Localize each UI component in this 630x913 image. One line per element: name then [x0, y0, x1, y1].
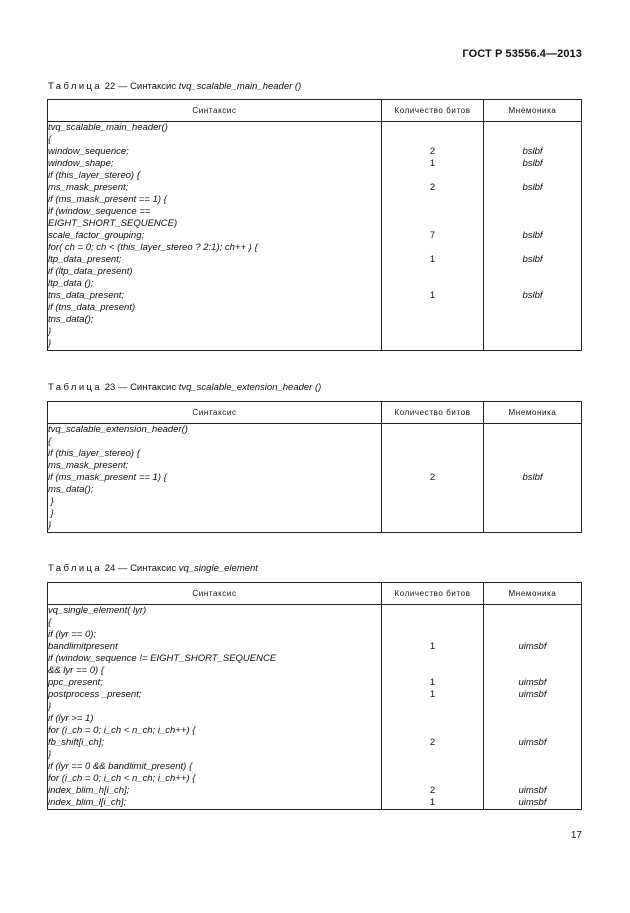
syntax-line: postprocess _present;	[48, 689, 142, 700]
bits-value	[382, 338, 483, 350]
mnemonic-value	[484, 508, 581, 520]
caption-number: 24	[104, 563, 116, 574]
bits-value: 1	[429, 641, 436, 652]
bits-value	[382, 508, 483, 520]
syntax-table-23	[47, 401, 582, 533]
bits-value: 7	[429, 230, 436, 241]
mnemonic-value	[484, 448, 581, 460]
syntax-line: for (i_ch = 0; i_ch < n_ch; i_ch++) {	[48, 773, 196, 784]
table-caption-23	[48, 382, 321, 393]
bits-value	[382, 725, 483, 737]
syntax-line: ltp_data ();	[48, 278, 94, 289]
syntax-line: if (window_sequence ==	[48, 206, 151, 217]
mnemonic-value	[484, 629, 581, 641]
syntax-line: }	[48, 326, 52, 337]
table-caption-24	[48, 563, 258, 574]
syntax-line: scale_factor_grouping;	[48, 230, 145, 241]
bits-value: 1	[429, 158, 436, 169]
syntax-cell	[48, 122, 382, 351]
bits-value	[382, 460, 483, 472]
mnemonic-value	[484, 436, 581, 448]
syntax-line: {	[48, 134, 52, 145]
bits-value	[382, 122, 483, 134]
syntax-line: window_shape;	[48, 158, 114, 169]
syntax-line: if (window_sequence != EIGHT_SHORT_SEQUENCE	[48, 653, 277, 664]
mnemonic-value	[484, 773, 581, 785]
syntax-line: tvq_scalable_extension_header()	[48, 424, 188, 435]
mnemonic-value	[484, 605, 581, 617]
bits-value	[382, 520, 483, 532]
mnemonic-value	[484, 326, 581, 338]
table-caption-22	[48, 81, 301, 92]
mnemonic-value: bslbf	[522, 290, 543, 301]
syntax-line: }	[48, 520, 52, 531]
mnemonic-value: uimsbf	[518, 641, 547, 652]
caption-lead: Таблица	[48, 563, 103, 574]
caption-word: Синтаксис	[130, 81, 177, 92]
table-header-row	[48, 583, 582, 605]
bits-value	[382, 424, 483, 436]
mnemonic-value: bslbf	[522, 230, 543, 241]
mnemonic-value: bslbf	[522, 158, 543, 169]
syntax-line: if (ms_mask_present == 1) {	[48, 194, 167, 205]
syntax-line: index_blim_h[i_ch];	[48, 785, 130, 796]
mnemonic-value	[484, 242, 581, 254]
syntax-table-22	[47, 99, 582, 351]
bits-value	[382, 665, 483, 677]
syntax-line: ms_mask_present;	[48, 182, 129, 193]
mnemonic-value: bslbf	[522, 146, 543, 157]
mnemonic-value: bslbf	[522, 254, 543, 265]
bits-value	[382, 496, 483, 508]
bits-value	[382, 314, 483, 326]
syntax-line: if (lyr == 0 && bandlimit_present) {	[48, 761, 193, 772]
syntax-line: }	[48, 749, 52, 760]
syntax-line: && lyr == 0) {	[48, 665, 104, 676]
bits-value	[382, 701, 483, 713]
bits-value	[382, 617, 483, 629]
caption-dash: —	[117, 382, 128, 393]
syntax-line: EIGHT_SHORT_SEQUENCE)	[48, 218, 178, 229]
caption-name: tvq_scalable_extension_header ()	[178, 382, 322, 393]
bits-value: 2	[429, 146, 436, 157]
bits-value	[382, 326, 483, 338]
column-header-mnemonic: Мнемоника	[484, 583, 582, 605]
bits-value: 1	[429, 797, 436, 808]
bits-value: 1	[429, 677, 436, 688]
caption-word: Синтаксис	[130, 563, 177, 574]
mnemonic-value	[484, 338, 581, 350]
mnemonic-value	[484, 424, 581, 436]
bits-cell	[382, 122, 484, 351]
syntax-line: if (ltp_data_present)	[48, 266, 133, 277]
bits-value	[382, 218, 483, 230]
bits-value: 1	[429, 689, 436, 700]
mnemonic-value: uimsbf	[518, 785, 547, 796]
mnemonic-value: bslbf	[522, 182, 543, 193]
column-header-syntax: Синтаксис	[48, 402, 382, 424]
syntax-line: tns_data();	[48, 314, 94, 325]
bits-value	[382, 749, 483, 761]
mnemonic-value	[484, 134, 581, 146]
syntax-table-24	[47, 582, 582, 810]
mnemonic-value	[484, 170, 581, 182]
mnemonic-value	[484, 122, 581, 134]
mnemonic-cell	[484, 424, 582, 533]
mnemonic-value	[484, 278, 581, 290]
bits-value	[382, 629, 483, 641]
syntax-line: if (ms_mask_present == 1) {	[48, 472, 167, 483]
syntax-line: {	[48, 617, 52, 628]
syntax-line: fb_shift[i_ch];	[48, 737, 104, 748]
syntax-line: ms_mask_present;	[48, 460, 129, 471]
caption-dash: —	[117, 563, 128, 574]
column-header-bits: Количество битов	[382, 100, 484, 122]
mnemonic-value: uimsbf	[518, 677, 547, 688]
caption-lead: Таблица	[48, 382, 103, 393]
bits-cell	[382, 605, 484, 810]
mnemonic-value: uimsbf	[518, 689, 547, 700]
mnemonic-value	[484, 302, 581, 314]
syntax-line: if (lyr == 0);	[48, 629, 97, 640]
syntax-line: if (this_layer_stereo) {	[48, 170, 140, 181]
bits-value	[382, 266, 483, 278]
mnemonic-value: uimsbf	[518, 737, 547, 748]
mnemonic-value: bslbf	[522, 472, 543, 483]
syntax-line: ppc_present;	[48, 677, 103, 688]
mnemonic-value	[484, 617, 581, 629]
bits-value	[382, 773, 483, 785]
bits-value	[382, 713, 483, 725]
standard-designation: ГОСТ Р 53556.4—2013	[462, 48, 582, 60]
mnemonic-cell	[484, 605, 582, 810]
syntax-line: window_sequence;	[48, 146, 129, 157]
syntax-line: }	[48, 338, 52, 349]
mnemonic-value	[484, 713, 581, 725]
table-header-row	[48, 402, 582, 424]
syntax-cell	[48, 424, 382, 533]
mnemonic-value	[484, 218, 581, 230]
syntax-line: bandlimitpresent	[48, 641, 118, 652]
bits-value: 2	[429, 785, 436, 796]
bits-value	[382, 206, 483, 218]
caption-number: 23	[104, 382, 116, 393]
mnemonic-value	[484, 314, 581, 326]
syntax-line: if (tns_data_present)	[48, 302, 136, 313]
syntax-line: for( ch = 0; ch < (this_layer_stereo ? 2:1); ch++ ) {	[48, 242, 258, 253]
bits-value	[382, 436, 483, 448]
syntax-line: }	[48, 508, 54, 519]
bits-value	[382, 484, 483, 496]
caption-number: 22	[104, 81, 116, 92]
column-header-bits: Количество битов	[382, 402, 484, 424]
bits-value	[382, 170, 483, 182]
syntax-line: }	[48, 701, 52, 712]
column-header-mnemonic: Мнемоника	[484, 402, 582, 424]
mnemonic-value	[484, 194, 581, 206]
bits-cell	[382, 424, 484, 533]
table-body-row	[48, 605, 582, 810]
mnemonic-value	[484, 520, 581, 532]
bits-value	[382, 278, 483, 290]
mnemonic-value	[484, 484, 581, 496]
bits-value: 1	[429, 290, 436, 301]
syntax-line: vq_single_element( lyr)	[48, 605, 147, 616]
column-header-syntax: Синтаксис	[48, 583, 382, 605]
syntax-line: {	[48, 436, 52, 447]
bits-value: 2	[429, 472, 436, 483]
page-number: 17	[570, 830, 582, 841]
syntax-line: for (i_ch = 0; i_ch < n_ch; i_ch++) {	[48, 725, 196, 736]
syntax-line: if (this_layer_stereo) {	[48, 448, 140, 459]
syntax-cell	[48, 605, 382, 810]
caption-dash: —	[117, 81, 128, 92]
mnemonic-value	[484, 266, 581, 278]
bits-value	[382, 653, 483, 665]
syntax-line: }	[48, 496, 54, 507]
syntax-line: if (lyr >= 1)	[48, 713, 94, 724]
bits-value	[382, 761, 483, 773]
mnemonic-cell	[484, 122, 582, 351]
column-header-bits: Количество битов	[382, 583, 484, 605]
bits-value	[382, 302, 483, 314]
caption-lead: Таблица	[48, 81, 103, 92]
syntax-line: tns_data_present;	[48, 290, 125, 301]
column-header-mnemonic: Мнемоника	[484, 100, 582, 122]
table-body-row	[48, 122, 582, 351]
bits-value: 2	[429, 737, 436, 748]
bits-value	[382, 134, 483, 146]
bits-value	[382, 242, 483, 254]
mnemonic-value	[484, 206, 581, 218]
bits-value: 2	[429, 182, 436, 193]
bits-value	[382, 605, 483, 617]
mnemonic-value	[484, 761, 581, 773]
syntax-line: ltp_data_present;	[48, 254, 122, 265]
bits-value	[382, 448, 483, 460]
mnemonic-value	[484, 665, 581, 677]
caption-name: tvq_scalable_main_header ()	[178, 81, 302, 92]
mnemonic-value: uimsbf	[518, 797, 547, 808]
mnemonic-value	[484, 725, 581, 737]
mnemonic-value	[484, 460, 581, 472]
bits-value	[382, 194, 483, 206]
mnemonic-value	[484, 749, 581, 761]
mnemonic-value	[484, 496, 581, 508]
caption-word: Синтаксис	[130, 382, 177, 393]
bits-value: 1	[429, 254, 436, 265]
syntax-line: tvq_scalable_main_header()	[48, 122, 168, 133]
table-body-row	[48, 424, 582, 533]
table-header-row	[48, 100, 582, 122]
caption-name: vq_single_element	[178, 563, 258, 574]
syntax-line: index_blim_l[i_ch];	[48, 797, 127, 808]
mnemonic-value	[484, 653, 581, 665]
mnemonic-value	[484, 701, 581, 713]
column-header-syntax: Синтаксис	[48, 100, 382, 122]
syntax-line: ms_data();	[48, 484, 94, 495]
